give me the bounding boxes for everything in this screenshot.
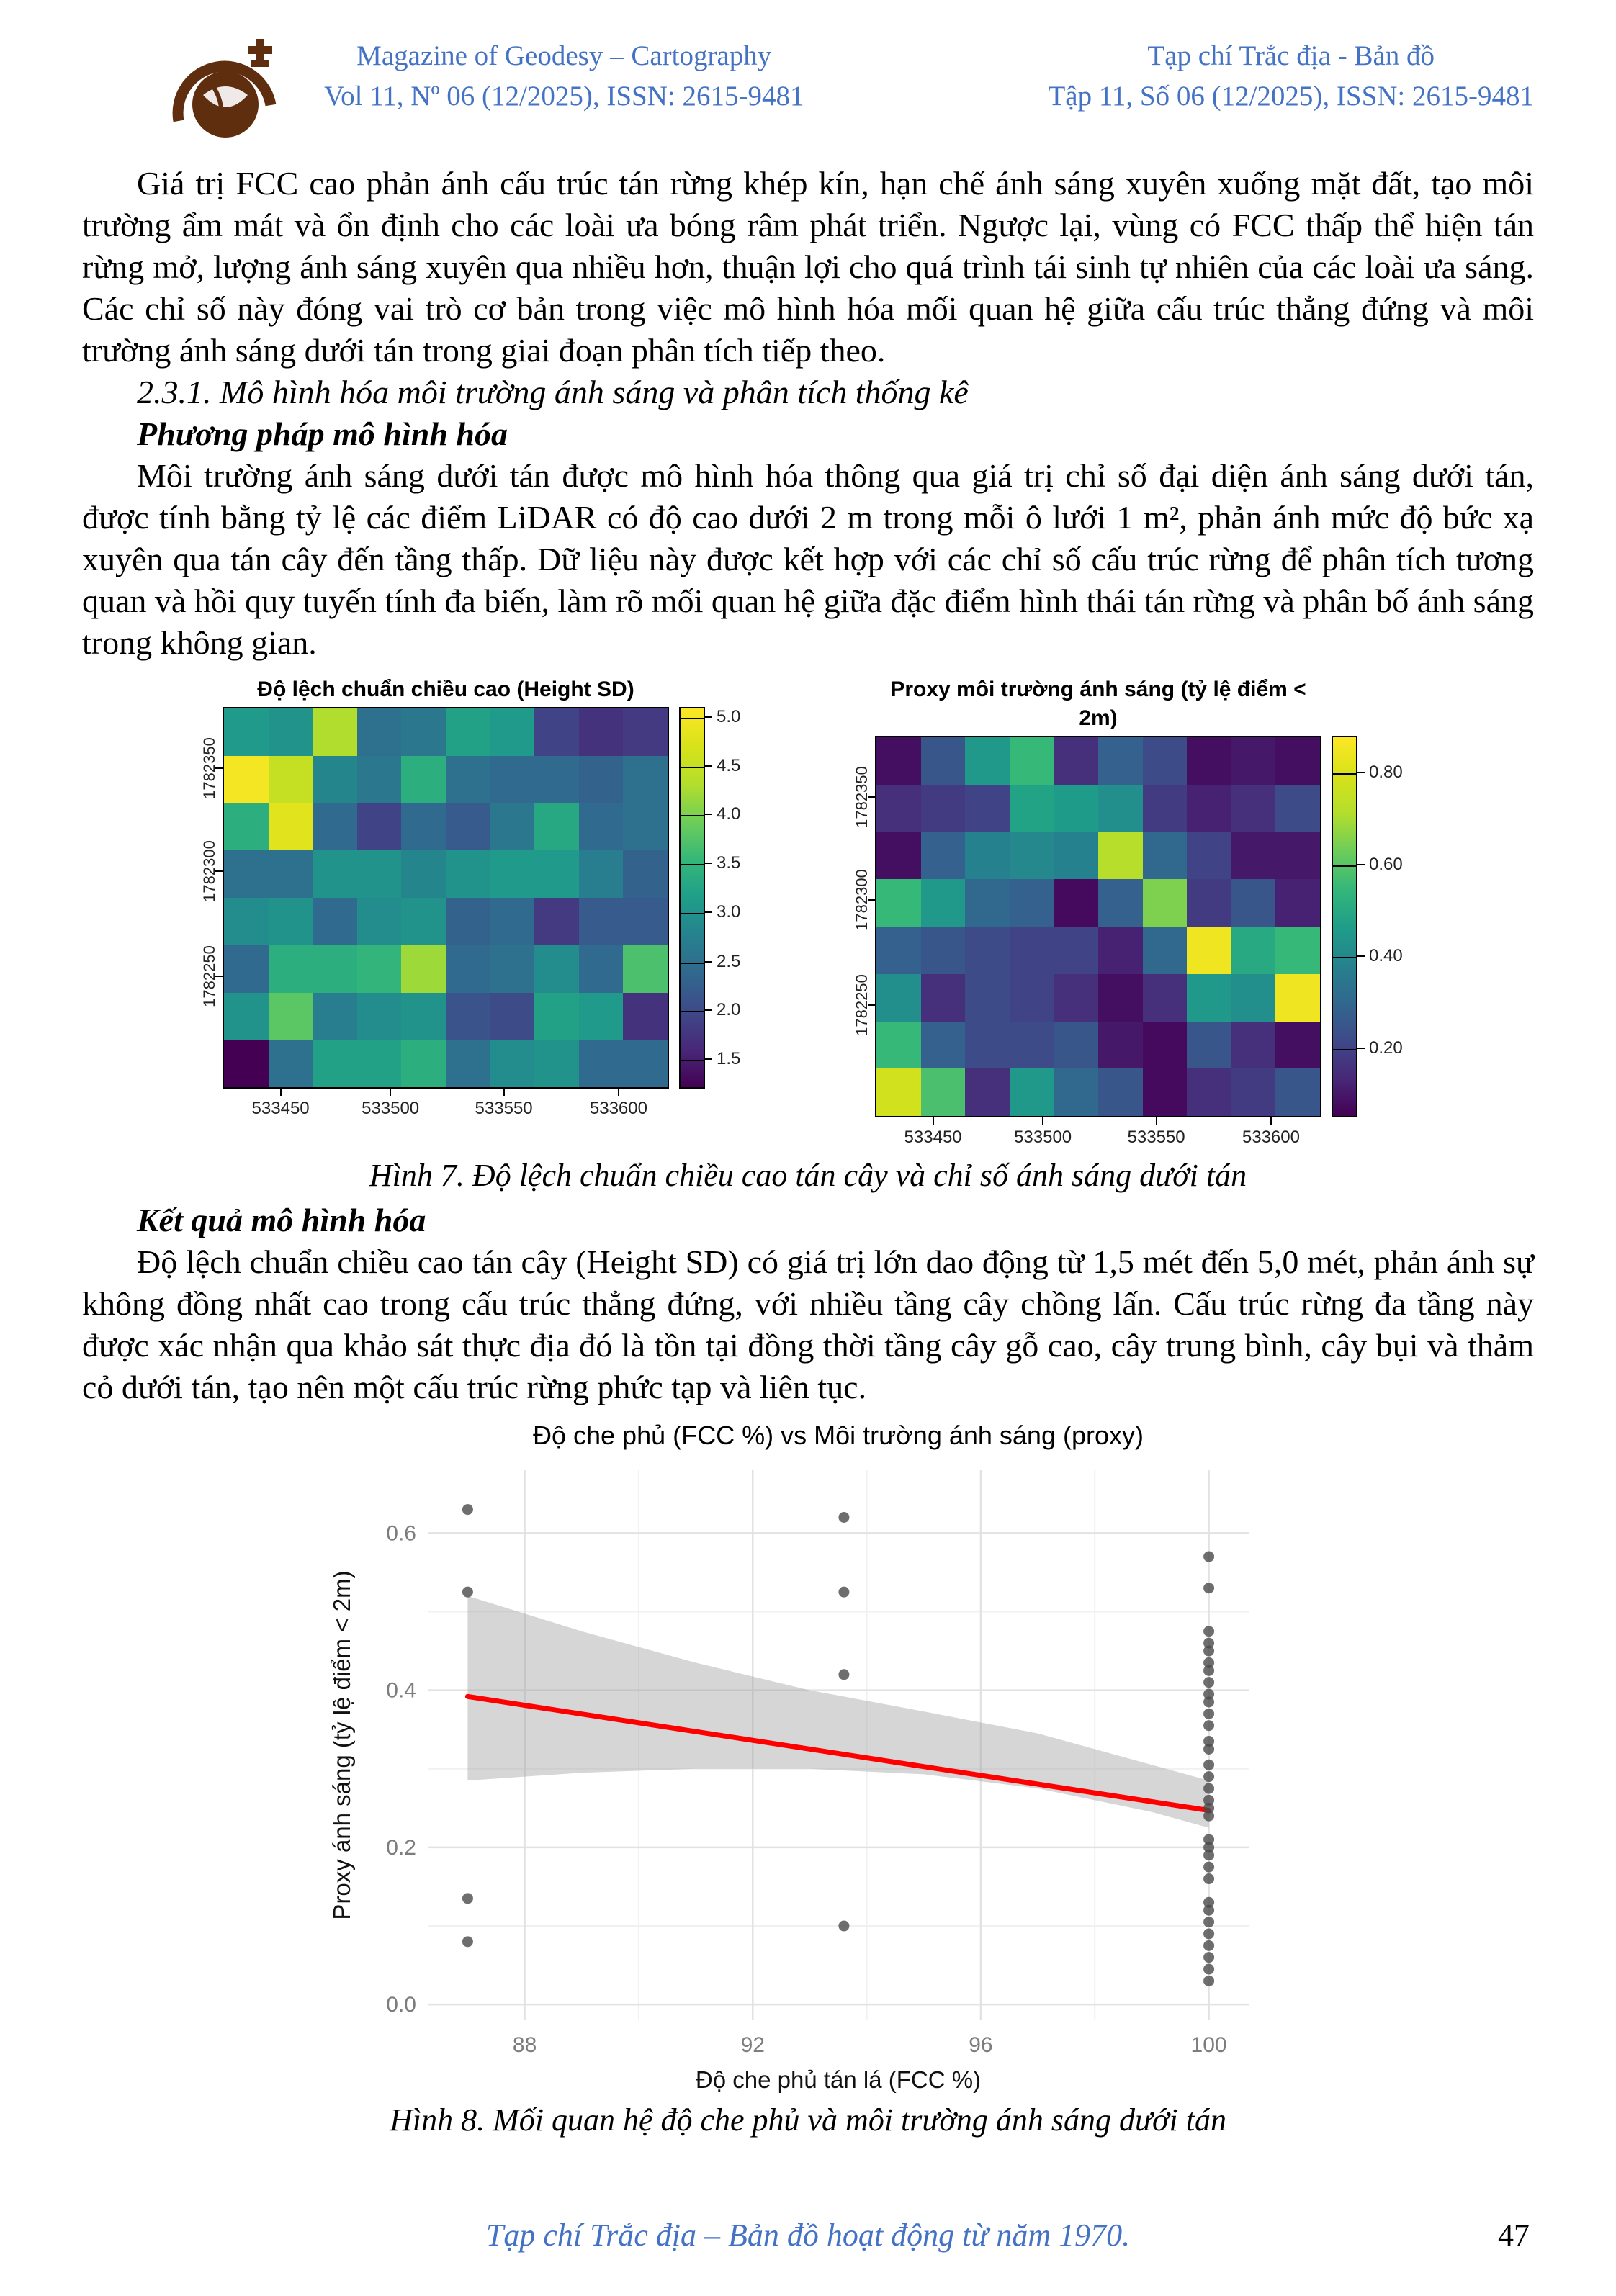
x-tick-label: 92 bbox=[740, 2033, 765, 2057]
heatmap-cell bbox=[224, 850, 269, 898]
heatmap-cell bbox=[534, 756, 579, 803]
journal-name-en: Magazine of Geodesy – Cartography bbox=[356, 40, 772, 71]
heatmap-cell bbox=[1275, 927, 1320, 974]
colorbar-tick-label: 3.5 bbox=[717, 853, 741, 873]
data-point bbox=[838, 1921, 849, 1932]
data-point bbox=[1203, 1626, 1214, 1637]
heatmap-cell bbox=[313, 756, 357, 803]
heatmap-cell bbox=[1187, 785, 1231, 832]
scatter-plot bbox=[318, 1414, 1298, 2098]
journal-title-block-vi bbox=[1048, 36, 1534, 117]
heatmap-cell bbox=[579, 898, 624, 945]
data-point bbox=[462, 1587, 473, 1598]
heatmap-cell bbox=[1187, 879, 1231, 927]
heatmap-cell bbox=[534, 850, 579, 898]
heatmap-cell bbox=[623, 1040, 668, 1087]
heatmap-cell bbox=[965, 785, 1010, 832]
heatmap-cell bbox=[446, 850, 490, 898]
heatmap-colorbar bbox=[1332, 736, 1357, 1117]
heatmap-cell bbox=[1098, 785, 1143, 832]
heatmap-cell bbox=[446, 898, 490, 945]
heatmap-cell bbox=[490, 803, 535, 851]
heatmap-colorbar bbox=[679, 707, 705, 1089]
heatmap-cell bbox=[313, 945, 357, 993]
heatmap-cell bbox=[1231, 1068, 1276, 1116]
heatmap-cell bbox=[876, 785, 921, 832]
heatmap-cell bbox=[490, 898, 535, 945]
data-point bbox=[1203, 1940, 1214, 1951]
journal-name-vi: Tạp chí Trắc địa - Bản đồ bbox=[1147, 40, 1435, 71]
heatmap-y-tick-label: 1782350 bbox=[852, 765, 871, 828]
data-point bbox=[1203, 1760, 1214, 1770]
heatmap-cell bbox=[401, 945, 446, 993]
heatmap-x-tick-label: 533550 bbox=[1127, 1127, 1185, 1147]
heatmap-cell bbox=[579, 850, 624, 898]
heatmap-cell bbox=[1187, 737, 1231, 785]
y-tick-label: 0.6 bbox=[386, 1521, 416, 1546]
heatmap-cell bbox=[224, 993, 269, 1040]
y-tick-label: 0.0 bbox=[386, 1993, 416, 2017]
heatmap-cell bbox=[401, 708, 446, 756]
y-axis-label: Proxy ánh sáng (tỷ lệ điểm < 2m) bbox=[328, 1570, 355, 1920]
colorbar-tick-label: 5.0 bbox=[717, 706, 741, 726]
heatmap-cell bbox=[623, 850, 668, 898]
heatmap-cell bbox=[921, 1068, 966, 1116]
heatmap-cell bbox=[446, 756, 490, 803]
heatmap-cell bbox=[1010, 1022, 1054, 1069]
heatmap-cell bbox=[1010, 1068, 1054, 1116]
heatmap-cell bbox=[921, 785, 966, 832]
colorbar-tick-label: 3.0 bbox=[717, 902, 741, 922]
data-point bbox=[1203, 1744, 1214, 1755]
heatmap-cell bbox=[876, 879, 921, 927]
data-point bbox=[1203, 1771, 1214, 1782]
article-body bbox=[0, 163, 1616, 2140]
heatmap-cell bbox=[876, 974, 921, 1022]
heatmap-cell bbox=[1275, 1022, 1320, 1069]
heatmap-cell bbox=[623, 756, 668, 803]
heatmap-y-axis bbox=[198, 707, 223, 1089]
heatmap-cell bbox=[1231, 785, 1276, 832]
heatmap-cell bbox=[1231, 1022, 1276, 1069]
heatmap-cell bbox=[876, 927, 921, 974]
heatmap-cell bbox=[357, 898, 402, 945]
heatmap-cell bbox=[401, 803, 446, 851]
heatmap-cell bbox=[1098, 1068, 1143, 1116]
heatmap-cell bbox=[1098, 879, 1143, 927]
heatmap-cell bbox=[965, 1022, 1010, 1069]
heatmap-cell bbox=[1010, 737, 1054, 785]
heatmap-cell bbox=[1143, 832, 1188, 880]
heatmap-cell bbox=[490, 1040, 535, 1087]
heatmap-y-tick-label: 1782250 bbox=[199, 945, 218, 1007]
heatmap-title-light-proxy: Proxy môi trường ánh sáng (tỷ lệ điểm < 2m) bbox=[890, 677, 1306, 730]
data-point bbox=[1203, 1720, 1214, 1731]
heatmap-cell bbox=[579, 803, 624, 851]
heatmap-cell bbox=[1054, 1022, 1098, 1069]
figure7-panel-light-proxy bbox=[850, 675, 1418, 1153]
heatmap-cell bbox=[1275, 832, 1320, 880]
colorbar-tick-label: 0.20 bbox=[1369, 1038, 1403, 1058]
heatmap-cell bbox=[269, 756, 313, 803]
journal-issue-en: Vol 11, Nº 06 (12/2025), ISSN: 2615-9481 bbox=[324, 81, 804, 112]
subheading-results: Kết quả mô hình hóa bbox=[137, 1202, 426, 1238]
heatmap-cell bbox=[1187, 974, 1231, 1022]
heatmap-cell bbox=[1010, 832, 1054, 880]
data-point bbox=[1203, 1917, 1214, 1927]
heatmap-cell bbox=[269, 708, 313, 756]
heatmap-cell bbox=[1231, 927, 1276, 974]
heatmap-cell bbox=[269, 993, 313, 1040]
page-footer bbox=[82, 2216, 1534, 2255]
heatmap-cell bbox=[1054, 785, 1098, 832]
heatmap-cell bbox=[921, 927, 966, 974]
figure7-panel-height-sd bbox=[198, 675, 766, 1153]
heatmap-x-tick-label: 533450 bbox=[904, 1127, 962, 1147]
data-point bbox=[1203, 1696, 1214, 1707]
heatmap-cell bbox=[1187, 832, 1231, 880]
paragraph-method: Môi trường ánh sáng dưới tán được mô hình hóa thông qua giá trị chỉ số đại diện ánh sáng dưới tán, được tính bằng tỷ lệ các điểm LiDAR có độ cao dưới 2 m trong mỗi ô lưới 1 m², phản ánh mức độ bức xạ xuyên qua tán cây đến tầng thấp. Dữ liệu này được kết hợp với các chỉ số cấu trúc rừng để phân tích tương quan và hồi quy tuyến tính đa biến, làm rõ mối quan hệ giữa đặc điểm hình thái tán rừng và phân bố ánh sáng trong không gian. bbox=[82, 457, 1534, 661]
heatmap-grid bbox=[875, 736, 1321, 1117]
heatmap-y-tick-label: 1782350 bbox=[199, 737, 218, 799]
heatmap-cell bbox=[534, 708, 579, 756]
heatmap-cell bbox=[921, 974, 966, 1022]
heatmap-cell bbox=[534, 1040, 579, 1087]
heatmap-cell bbox=[965, 927, 1010, 974]
heatmap-cell bbox=[1054, 879, 1098, 927]
heatmap-cell bbox=[623, 708, 668, 756]
colorbar-tick-label: 2.5 bbox=[717, 951, 741, 971]
heatmap-cell bbox=[401, 993, 446, 1040]
heatmap-cell bbox=[357, 850, 402, 898]
colorbar-tick-label: 0.80 bbox=[1369, 762, 1403, 782]
heatmap-x-axis bbox=[875, 1117, 1321, 1153]
heatmap-cell bbox=[534, 993, 579, 1040]
data-point bbox=[1203, 1905, 1214, 1916]
geodesy-theodolite-logo-icon bbox=[163, 36, 289, 145]
heatmap-cell bbox=[1098, 1022, 1143, 1069]
heatmap-cell bbox=[401, 756, 446, 803]
heatmap-cell bbox=[1187, 1068, 1231, 1116]
heatmap-cell bbox=[876, 832, 921, 880]
figure8-scatter bbox=[82, 1414, 1534, 2098]
heatmap-cell bbox=[357, 756, 402, 803]
data-point bbox=[462, 1936, 473, 1947]
paragraph-results: Độ lệch chuẩn chiều cao tán cây (Height SD) có giá trị lớn dao động từ 1,5 mét đến 5,0 mét, phản ánh sự không đồng nhất cao trong cấu trúc thẳng đứng, với nhiều tầng cây chồng lấn. Cấu trúc rừng đa tầng này được xác nhận qua khảo sát thực địa đó là tồn tại đồng thời tầng cây gỗ cao, cây trung bình, cây bụi và thảm cỏ dưới tán, tạo nên một cấu trúc rừng phức tạp và liên tục. bbox=[82, 1243, 1534, 1405]
heatmap-cell bbox=[446, 708, 490, 756]
heatmap-cell bbox=[623, 803, 668, 851]
heatmap-cell bbox=[1054, 1068, 1098, 1116]
heatmap-grid bbox=[223, 707, 669, 1089]
heatmap-cell bbox=[1275, 974, 1320, 1022]
data-point bbox=[1203, 1873, 1214, 1884]
heatmap-cell bbox=[965, 832, 1010, 880]
heatmap-cell bbox=[921, 832, 966, 880]
heatmap-x-tick-label: 533550 bbox=[475, 1099, 533, 1118]
chart-title: Độ che phủ (FCC %) vs Môi trường ánh sáng (proxy) bbox=[532, 1421, 1144, 1450]
data-point bbox=[1203, 1783, 1214, 1794]
heatmap-cell bbox=[269, 945, 313, 993]
heatmap-cell bbox=[490, 756, 535, 803]
data-point bbox=[838, 1669, 849, 1680]
heatmap-cell bbox=[876, 1068, 921, 1116]
heatmap-cell bbox=[357, 708, 402, 756]
heatmap-cell bbox=[224, 1040, 269, 1087]
figure8-caption: Hình 8. Mối quan hệ độ che phủ và môi trường ánh sáng dưới tán bbox=[390, 2102, 1226, 2138]
heatmap-cell bbox=[490, 993, 535, 1040]
heatmap-cell bbox=[1054, 927, 1098, 974]
heatmap-cell bbox=[224, 708, 269, 756]
heatmap-cell bbox=[313, 1040, 357, 1087]
heatmap-cell bbox=[1231, 737, 1276, 785]
heatmap-y-tick-label: 1782300 bbox=[852, 869, 871, 931]
heatmap-y-tick-label: 1782300 bbox=[199, 840, 218, 902]
heatmap-cell bbox=[1143, 879, 1188, 927]
heatmap-cell bbox=[579, 1040, 624, 1087]
heatmap-cell bbox=[224, 803, 269, 851]
heatmap-cell bbox=[269, 803, 313, 851]
heatmap-cell bbox=[965, 879, 1010, 927]
heatmap-cell bbox=[446, 1040, 490, 1087]
heatmap-cell bbox=[1143, 1022, 1188, 1069]
data-point bbox=[1203, 1928, 1214, 1939]
heatmap-y-axis bbox=[850, 736, 875, 1117]
heatmap-cell bbox=[313, 898, 357, 945]
heatmap-cell bbox=[313, 850, 357, 898]
x-axis-label: Độ che phủ tán lá (FCC %) bbox=[695, 2066, 982, 2093]
footer-journal-note: Tạp chí Trắc địa – Bản đồ hoạt động từ năm 1970. bbox=[485, 2218, 1131, 2253]
journal-title-block-en bbox=[324, 36, 804, 117]
data-point bbox=[1203, 1677, 1214, 1688]
heatmap-cell bbox=[579, 945, 624, 993]
x-tick-label: 100 bbox=[1190, 2033, 1227, 2057]
data-point bbox=[1203, 1952, 1214, 1963]
colorbar-tick-label: 2.0 bbox=[717, 1000, 741, 1020]
heatmap-cell bbox=[357, 993, 402, 1040]
colorbar-tick-label: 0.60 bbox=[1369, 854, 1403, 874]
heatmap-y-tick-label: 1782250 bbox=[852, 973, 871, 1036]
colorbar-tick-label: 4.5 bbox=[717, 755, 741, 775]
heatmap-cell bbox=[579, 993, 624, 1040]
heatmap-colorbar-labels bbox=[705, 707, 766, 1089]
heatmap-cell bbox=[1010, 927, 1054, 974]
data-point bbox=[462, 1893, 473, 1904]
heading-2-3-1: 2.3.1. Mô hình hóa môi trường ánh sáng và phân tích thống kê bbox=[137, 374, 969, 410]
paragraph-fcc-discussion: Giá trị FCC cao phản ánh cấu trúc tán rừng khép kín, hạn chế ánh sáng xuyên xuống mặt đất, tạo môi trường ẩm mát và ổn định cho các loài ưa bóng râm phát triển. Ngược lại, vùng có FCC thấp thể hiện tán rừng mở, lượng ánh sáng xuyên qua nhiều hơn, thuận lợi cho quá trình tái sinh tự nhiên của các loài ưa sáng. Các chỉ số này đóng vai trò cơ bản trong việc mô hình hóa mối quan hệ giữa cấu trúc thẳng đứng và môi trường ánh sáng dưới tán trong giai đoạn phân tích tiếp theo. bbox=[82, 165, 1534, 369]
heatmap-cell bbox=[965, 1068, 1010, 1116]
heatmap-x-tick-label: 533450 bbox=[251, 1099, 310, 1118]
data-point bbox=[1203, 1583, 1214, 1593]
heatmap-cell bbox=[534, 945, 579, 993]
heatmap-cell bbox=[1275, 1068, 1320, 1116]
heatmap-cell bbox=[401, 1040, 446, 1087]
heatmap-cell bbox=[269, 850, 313, 898]
heatmap-cell bbox=[965, 737, 1010, 785]
heatmap-cell bbox=[1231, 832, 1276, 880]
heatmap-cell bbox=[1143, 974, 1188, 1022]
heatmap-cell bbox=[224, 756, 269, 803]
colorbar-tick-label: 4.0 bbox=[717, 804, 741, 824]
heatmap-cell bbox=[357, 1040, 402, 1087]
data-point bbox=[838, 1587, 849, 1598]
heatmap-cell bbox=[446, 993, 490, 1040]
heatmap-cell bbox=[534, 803, 579, 851]
data-point bbox=[1203, 1976, 1214, 1986]
heatmap-x-axis bbox=[223, 1089, 669, 1125]
heatmap-cell bbox=[921, 1022, 966, 1069]
heatmap-cell bbox=[1010, 879, 1054, 927]
heatmap-cell bbox=[876, 1022, 921, 1069]
heatmap-cell bbox=[1054, 832, 1098, 880]
data-point bbox=[1203, 1646, 1214, 1657]
heatmap-cell bbox=[490, 708, 535, 756]
heatmap-cell bbox=[401, 898, 446, 945]
heatmap-cell bbox=[1275, 785, 1320, 832]
heatmap-cell bbox=[1054, 974, 1098, 1022]
heatmap-cell bbox=[269, 1040, 313, 1087]
data-point bbox=[1203, 1964, 1214, 1975]
heatmap-cell bbox=[401, 850, 446, 898]
colorbar-tick-label: 0.40 bbox=[1369, 946, 1403, 966]
figure7-caption: Hình 7. Độ lệch chuẩn chiều cao tán cây và chỉ số ánh sáng dưới tán bbox=[369, 1158, 1247, 1193]
heatmap-cell bbox=[313, 803, 357, 851]
heatmap-cell bbox=[623, 898, 668, 945]
heatmap-cell bbox=[1231, 879, 1276, 927]
colorbar-tick-label: 1.5 bbox=[717, 1049, 741, 1069]
heatmap-cell bbox=[579, 708, 624, 756]
heatmap-x-tick-label: 533600 bbox=[1242, 1127, 1300, 1147]
journal-header bbox=[0, 0, 1616, 145]
heatmap-cell bbox=[313, 708, 357, 756]
heatmap-cell bbox=[1187, 1022, 1231, 1069]
heatmap-cell bbox=[269, 898, 313, 945]
heatmap-cell bbox=[446, 945, 490, 993]
heatmap-cell bbox=[490, 945, 535, 993]
heatmap-cell bbox=[313, 993, 357, 1040]
y-tick-label: 0.4 bbox=[386, 1678, 416, 1703]
heatmap-cell bbox=[1275, 737, 1320, 785]
heatmap-cell bbox=[1143, 737, 1188, 785]
heatmap-cell bbox=[1275, 879, 1320, 927]
heatmap-x-tick-label: 533500 bbox=[1014, 1127, 1072, 1147]
heatmap-cell bbox=[446, 803, 490, 851]
heatmap-colorbar-labels bbox=[1357, 736, 1418, 1117]
page-number: 47 bbox=[1498, 2218, 1530, 2253]
heatmap-cell bbox=[224, 898, 269, 945]
heatmap-cell bbox=[1010, 974, 1054, 1022]
heatmap-cell bbox=[921, 879, 966, 927]
heatmap-cell bbox=[224, 945, 269, 993]
x-tick-label: 96 bbox=[969, 2033, 993, 2057]
heatmap-x-tick-label: 533500 bbox=[362, 1099, 420, 1118]
data-point bbox=[1203, 1850, 1214, 1860]
heatmap-cell bbox=[1098, 974, 1143, 1022]
figure7-heatmaps bbox=[82, 675, 1534, 1153]
data-point bbox=[1203, 1811, 1214, 1822]
heatmap-cell bbox=[1098, 832, 1143, 880]
data-point bbox=[462, 1504, 473, 1515]
data-point bbox=[1203, 1665, 1214, 1676]
data-point bbox=[1203, 1709, 1214, 1719]
y-tick-label: 0.2 bbox=[386, 1835, 416, 1860]
heatmap-cell bbox=[1098, 927, 1143, 974]
data-point bbox=[838, 1512, 849, 1523]
heatmap-title-height-sd: Độ lệch chuẩn chiều cao (Height SD) bbox=[257, 677, 634, 701]
heatmap-cell bbox=[1143, 785, 1188, 832]
journal-issue-vi: Tập 11, Số 06 (12/2025), ISSN: 2615-9481 bbox=[1048, 81, 1534, 112]
data-point bbox=[1203, 1552, 1214, 1562]
heatmap-cell bbox=[1098, 737, 1143, 785]
heatmap-cell bbox=[921, 737, 966, 785]
heatmap-cell bbox=[357, 945, 402, 993]
heatmap-cell bbox=[623, 945, 668, 993]
data-point bbox=[1203, 1862, 1214, 1873]
heatmap-cell bbox=[579, 756, 624, 803]
heatmap-cell bbox=[1187, 927, 1231, 974]
heatmap-cell bbox=[534, 898, 579, 945]
heatmap-cell bbox=[490, 850, 535, 898]
subheading-method: Phương pháp mô hình hóa bbox=[137, 415, 508, 452]
heatmap-cell bbox=[1010, 785, 1054, 832]
heatmap-cell bbox=[1143, 1068, 1188, 1116]
heatmap-cell bbox=[965, 974, 1010, 1022]
heatmap-x-tick-label: 533600 bbox=[589, 1099, 647, 1118]
heatmap-cell bbox=[357, 803, 402, 851]
heatmap-cell bbox=[876, 737, 921, 785]
x-tick-label: 88 bbox=[512, 2033, 537, 2057]
heatmap-cell bbox=[1054, 737, 1098, 785]
heatmap-cell bbox=[1231, 974, 1276, 1022]
heatmap-cell bbox=[1143, 927, 1188, 974]
heatmap-cell bbox=[623, 993, 668, 1040]
